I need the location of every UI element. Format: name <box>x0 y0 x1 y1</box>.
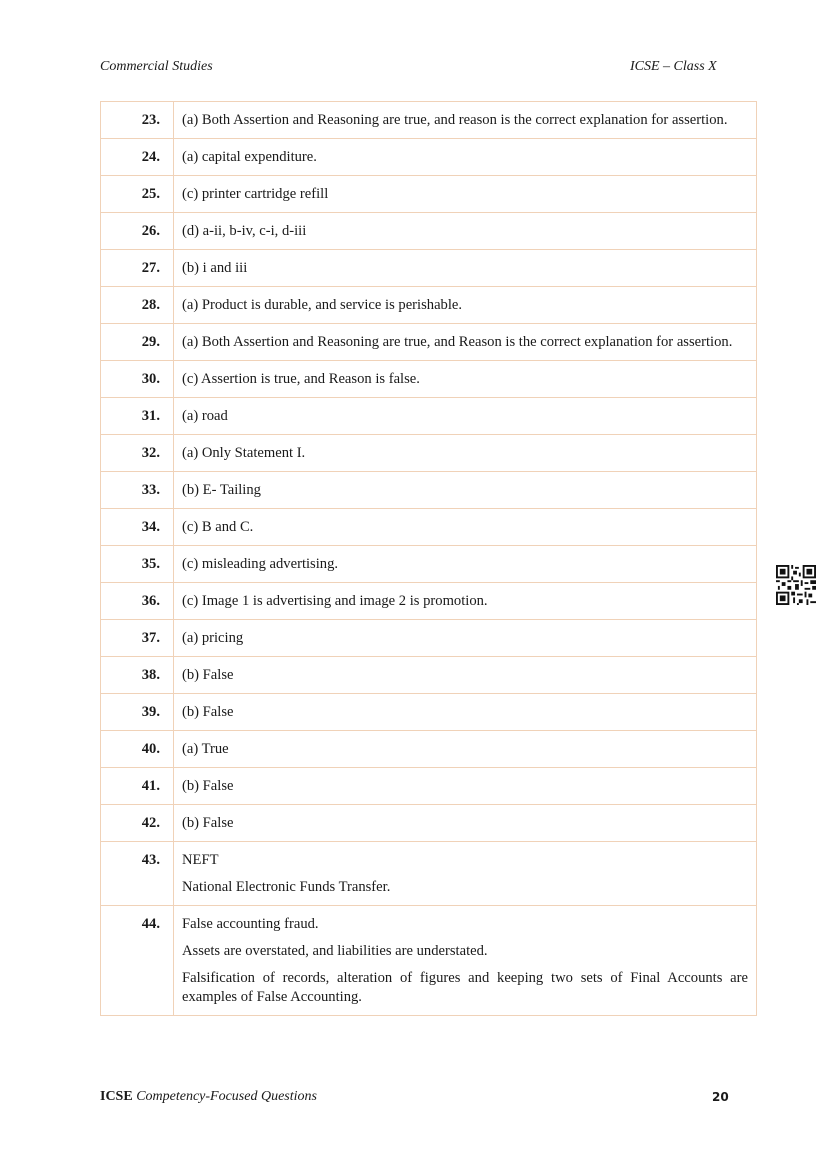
answer-row <box>101 324 757 361</box>
answer-row <box>101 620 757 657</box>
answer-cell <box>174 287 757 324</box>
answer-text: NEFT <box>182 852 219 868</box>
answer-cell <box>174 176 757 213</box>
answer-table <box>100 101 757 1016</box>
answer-text: (b) False <box>182 778 234 794</box>
question-number: 37. <box>101 620 174 657</box>
answer-row <box>101 435 757 472</box>
answer-cell <box>174 361 757 398</box>
answer-row <box>101 176 757 213</box>
answer-text: (c) B and C. <box>182 519 254 535</box>
answer-cell <box>174 250 757 287</box>
question-number: 29. <box>101 324 174 361</box>
answer-cell <box>174 435 757 472</box>
answer-row <box>101 398 757 435</box>
answer-table-body <box>101 102 757 1016</box>
answer-row <box>101 287 757 324</box>
answer-text: (a) road <box>182 408 228 424</box>
answer-text: (b) i and iii <box>182 260 248 276</box>
answer-text: (c) Image 1 is advertising and image 2 is promotion. <box>182 593 488 609</box>
answer-cell <box>174 657 757 694</box>
question-number: 35. <box>101 546 174 583</box>
answer-cell <box>174 906 757 1016</box>
question-number: 33. <box>101 472 174 509</box>
question-number: 34. <box>101 509 174 546</box>
question-number: 43. <box>101 842 174 906</box>
answer-cell <box>174 213 757 250</box>
answer-row <box>101 657 757 694</box>
answer-cell <box>174 398 757 435</box>
answer-cell <box>174 583 757 620</box>
answer-text: Falsification of records, alteration of figures and keeping two sets of Final Accounts are examples of False Accounting. <box>182 970 748 1005</box>
answer-text: (c) misleading advertising. <box>182 556 339 572</box>
answer-text: (a) True <box>182 741 229 757</box>
answer-row <box>101 361 757 398</box>
question-number: 30. <box>101 361 174 398</box>
answer-row <box>101 213 757 250</box>
question-number: 24. <box>101 139 174 176</box>
answer-row <box>101 842 757 906</box>
answer-cell <box>174 620 757 657</box>
header-subject: Commercial Studies <box>100 59 213 74</box>
answer-cell <box>174 731 757 768</box>
footer-brand: ICSE <box>100 1089 133 1104</box>
answer-row <box>101 509 757 546</box>
answer-row <box>101 583 757 620</box>
answer-row <box>101 546 757 583</box>
answer-cell <box>174 546 757 583</box>
question-number: 31. <box>101 398 174 435</box>
answer-row <box>101 906 757 1016</box>
answer-text: False accounting fraud. <box>182 916 319 932</box>
qr-code-icon[interactable] <box>776 565 816 605</box>
page-number: 20 <box>712 1090 729 1104</box>
answer-row <box>101 731 757 768</box>
answer-row <box>101 694 757 731</box>
question-number: 28. <box>101 287 174 324</box>
question-number: 42. <box>101 805 174 842</box>
answer-text: (a) Only Statement I. <box>182 445 306 461</box>
footer-title <box>100 1089 317 1105</box>
answer-text: (b) E- Tailing <box>182 482 261 498</box>
question-number: 39. <box>101 694 174 731</box>
question-number: 38. <box>101 657 174 694</box>
answer-text: (a) Both Assertion and Reasoning are true, and Reason is the correct explanation for assertion. <box>182 334 733 350</box>
answer-text: (c) Assertion is true, and Reason is false. <box>182 371 420 387</box>
question-number: 32. <box>101 435 174 472</box>
answer-cell <box>174 694 757 731</box>
answer-cell <box>174 472 757 509</box>
answer-text: (b) False <box>182 704 234 720</box>
question-number: 36. <box>101 583 174 620</box>
answer-cell <box>174 324 757 361</box>
answer-cell <box>174 768 757 805</box>
answer-text: (c) printer cartridge refill <box>182 186 329 202</box>
answer-text: (a) pricing <box>182 630 244 646</box>
answer-cell <box>174 139 757 176</box>
question-number: 26. <box>101 213 174 250</box>
answer-cell <box>174 102 757 139</box>
answer-text: Assets are overstated, and liabilities are understated. <box>182 943 488 959</box>
answer-cell <box>174 509 757 546</box>
question-number: 44. <box>101 906 174 1016</box>
answer-text: (a) Both Assertion and Reasoning are true, and reason is the correct explanation for assertion. <box>182 112 728 128</box>
answer-text: National Electronic Funds Transfer. <box>182 879 391 895</box>
question-number: 25. <box>101 176 174 213</box>
question-number: 27. <box>101 250 174 287</box>
answer-text: (a) capital expenditure. <box>182 149 317 165</box>
answer-cell <box>174 805 757 842</box>
answer-row <box>101 805 757 842</box>
footer-subtitle: Competency-Focused Questions <box>136 1089 317 1104</box>
question-number: 23. <box>101 102 174 139</box>
answer-text: (a) Product is durable, and service is perishable. <box>182 297 463 313</box>
answer-text: (d) a-ii, b-iv, c-i, d-iii <box>182 223 307 239</box>
answer-row <box>101 768 757 805</box>
header-class-label: ICSE – Class X <box>630 59 717 74</box>
answer-text: (b) False <box>182 667 234 683</box>
answer-row <box>101 102 757 139</box>
question-number: 41. <box>101 768 174 805</box>
answer-row <box>101 472 757 509</box>
question-number: 40. <box>101 731 174 768</box>
answer-text: (b) False <box>182 815 234 831</box>
answer-row <box>101 250 757 287</box>
answer-row <box>101 139 757 176</box>
answer-cell <box>174 842 757 906</box>
